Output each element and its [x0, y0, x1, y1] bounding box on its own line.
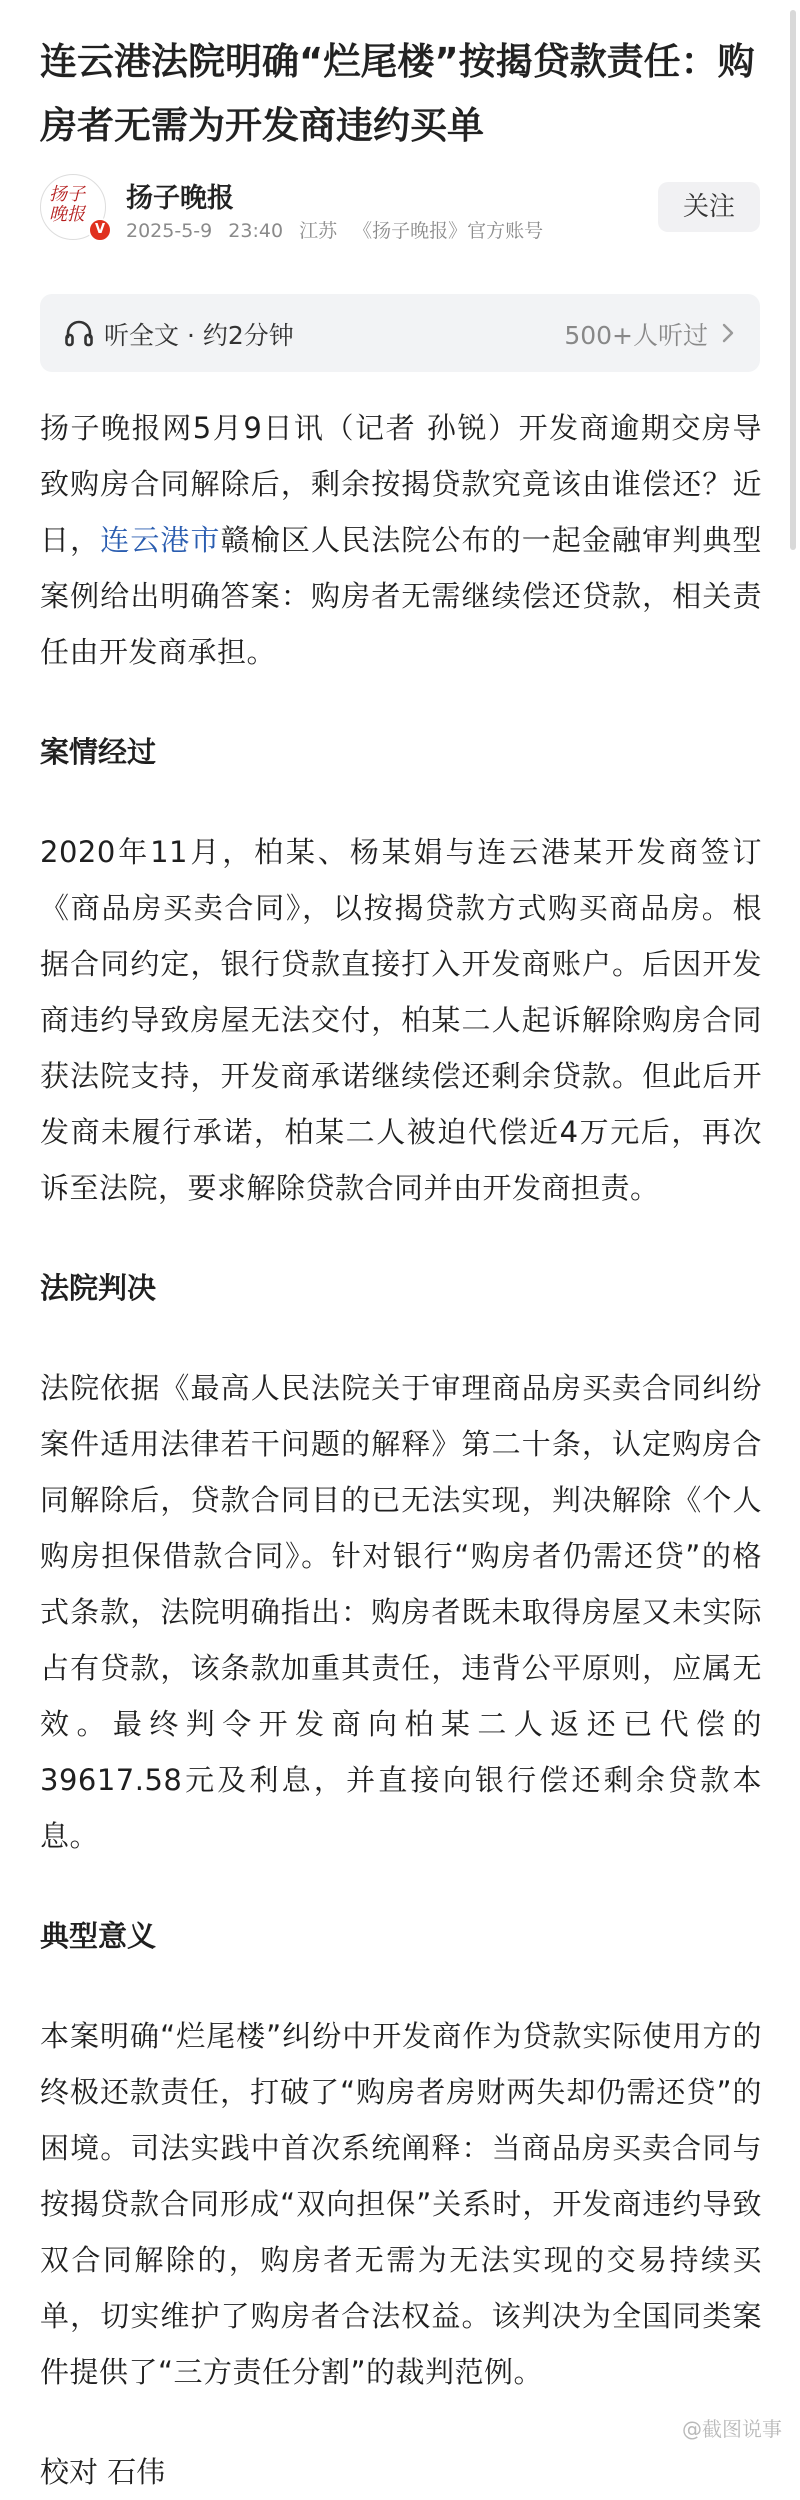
- publish-meta: [126, 216, 553, 243]
- publish-time: 23:40: [228, 220, 284, 242]
- listen-label: 听全文 · 约2分钟: [104, 321, 294, 350]
- avatar-logo: 扬子晚报: [49, 184, 85, 225]
- intro-text-after: 赣榆区人民法院公布的一起金融审判典型案例给出明确答案：购房者无需继续偿还贷款，相关责任由开发商承担。: [40, 523, 762, 669]
- chevron-right-icon: [722, 323, 734, 343]
- intro-paragraph: [40, 400, 762, 680]
- proofreader-credit: 校对 石伟: [40, 2455, 166, 2489]
- listen-full-text-bar[interactable]: [40, 294, 760, 372]
- scrollbar-thumb[interactable]: [790, 10, 796, 550]
- headphones-icon: [64, 319, 94, 347]
- author-name[interactable]: 扬子晚报: [126, 183, 234, 214]
- article-title: 连云港法院明确“烂尾楼”按揭贷款责任：购房者无需为开发商违约买单: [40, 40, 755, 147]
- publish-date: 2025-5-9: [126, 220, 213, 242]
- account-description: 《扬子晚报》官方账号: [353, 220, 544, 242]
- section-body-case: 2020年11月，柏某、杨某娟与连云港某开发商签订《商品房买卖合同》，以按揭贷款方式购买商品房。根据合同约定，银行贷款直接打入开发商账户。后因开发商违约导致房屋无法交付，柏某二人起诉解除购房合同获法院支持，开发商承诺继续偿还剩余贷款。但此后开发商未履行承诺，柏某二人被迫代偿近4万元后，再次诉至法院，要求解除贷款合同并由开发商担责。: [40, 835, 762, 1205]
- section-body-ruling: 法院依据《最高人民法院关于审理商品房买卖合同纠纷案件适用法律若干问题的解释》第二十条，认定购房合同解除后，贷款合同目的已无法实现，判决解除《个人购房担保借款合同》。针对银行“购房者仍需还贷”的格式条款，法院明确指出：购房者既未取得房屋又未实际占有贷款，该条款加重其责任，违背公平原则，应属无效。最终判令开发商向柏某二人返还已代偿的39617.58元及利息，并直接向银行偿还剩余贷款本息。: [40, 1371, 762, 1853]
- publish-region: 江苏: [299, 220, 338, 242]
- article-body: [40, 400, 762, 2500]
- section-body-significance: 本案明确“烂尾楼”纠纷中开发商作为贷款实际使用方的终极还款责任，打破了“购房者房财两失却仍需还贷”的困境。司法实践中首次系统阐释：当商品房买卖合同与按揭贷款合同形成“双向担保”关系时，开发商违约导致双合同解除的，购房者无需为无法实现的交易持续买单，切实维护了购房者合法权益。该判决为全国同类案件提供了“三方责任分割”的裁判范例。: [40, 2019, 762, 2389]
- location-link[interactable]: 连云港市: [100, 523, 221, 557]
- follow-button[interactable]: 关注: [658, 182, 760, 232]
- intro-text-before: 扬子晚报网5月9日讯（记者 孙锐）开发商逾期交房导致购房合同解除后，剩余按揭贷款究竟该由谁偿还？近日，: [40, 411, 762, 557]
- section-heading-case: 案情经过: [40, 735, 157, 769]
- section-heading-significance: 典型意义: [40, 1919, 157, 1953]
- listen-count: 500+人听过: [564, 321, 708, 350]
- section-heading-ruling: 法院判决: [40, 1271, 157, 1305]
- verified-badge-icon: V: [88, 218, 112, 242]
- author-row: [40, 172, 760, 242]
- watermark: @截图说事: [682, 2417, 782, 2441]
